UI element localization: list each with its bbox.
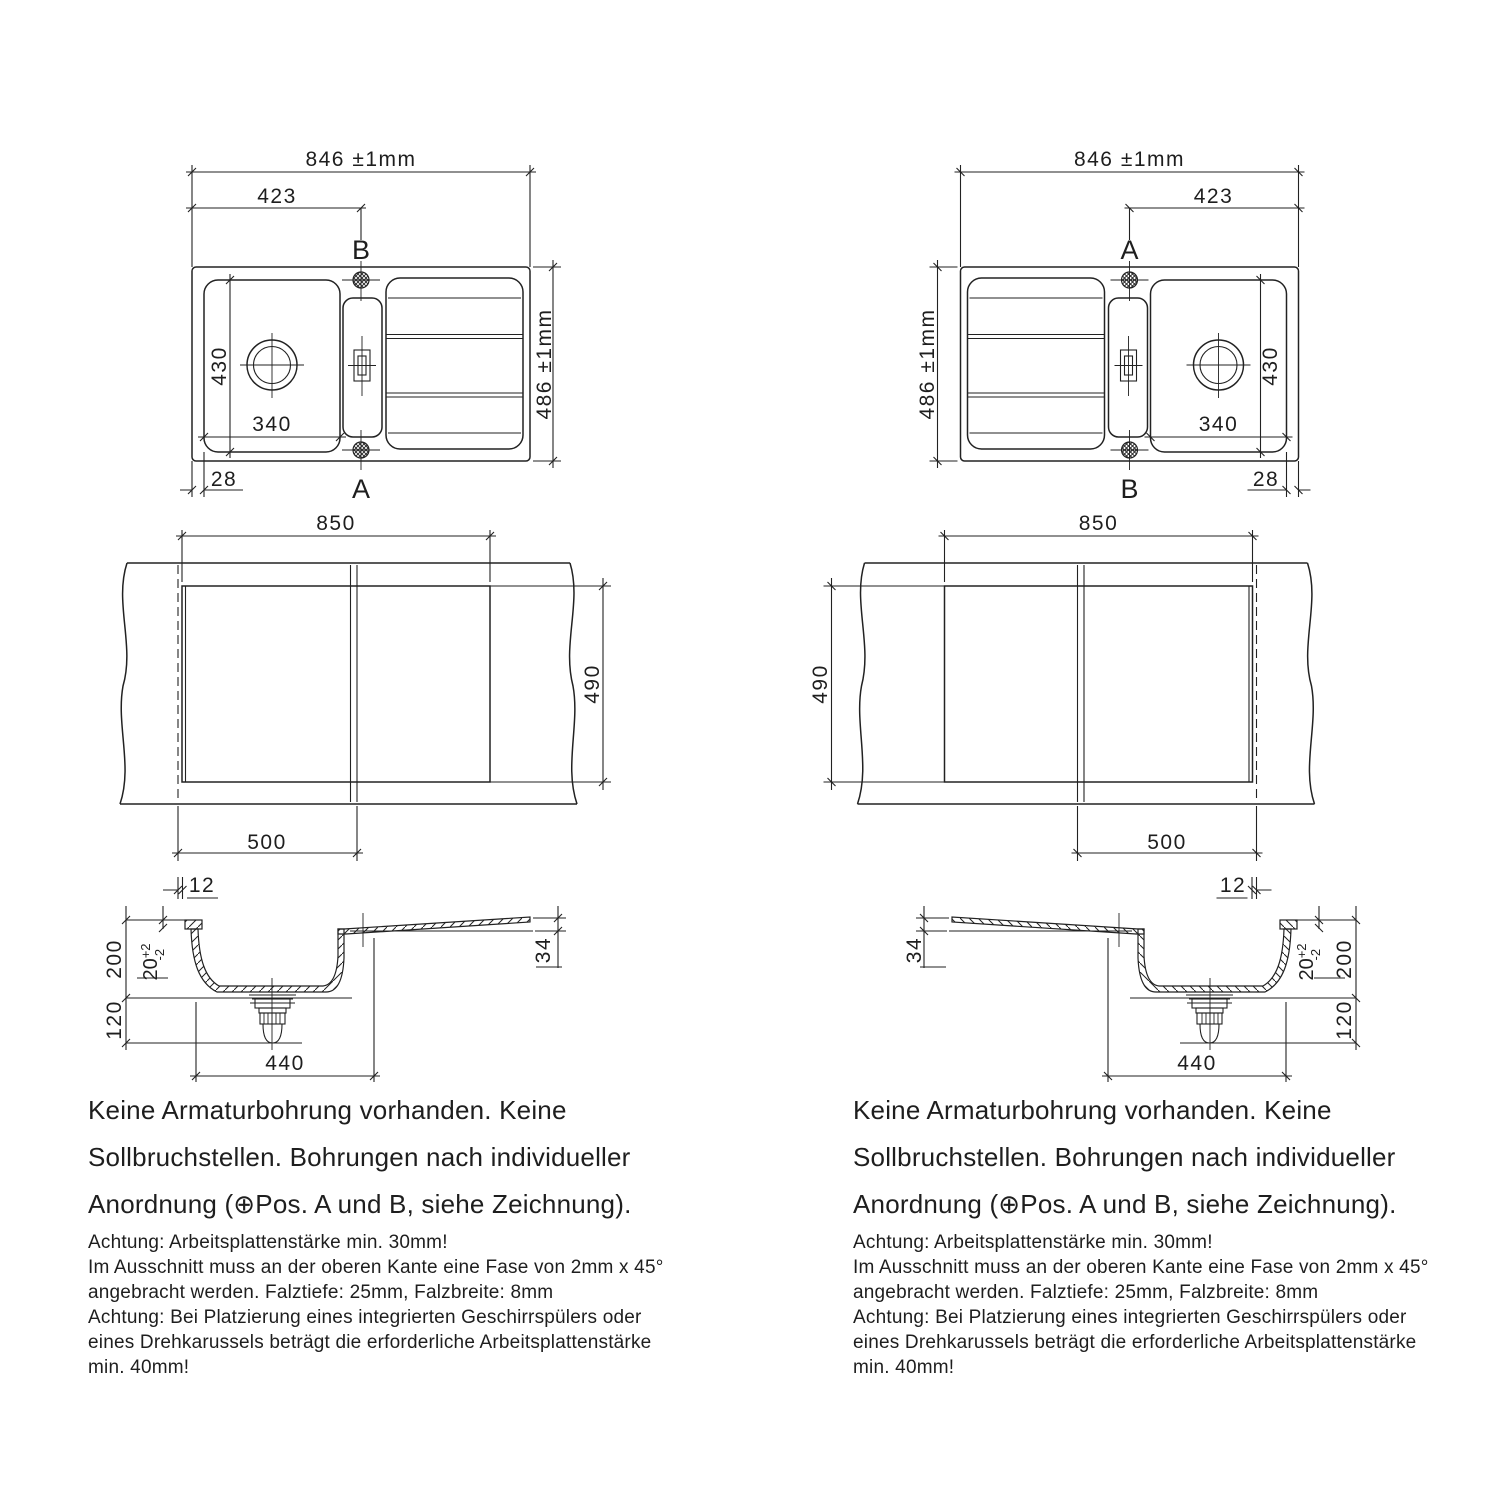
hole-label-top: A (1120, 235, 1139, 265)
note-headline-1: Keine Armaturbohrung vorhanden. Keine (853, 1095, 1332, 1125)
dim-overall-width: 846 ±1mm (1073, 148, 1186, 171)
dim-bowl-width: 340 (1198, 413, 1239, 436)
note-headline-2: Sollbruchstellen. Bohrungen nach individueller (853, 1142, 1396, 1172)
dim-overall-height: 486 ±1mm (533, 308, 556, 420)
dim-bowl-height: 430 (208, 346, 231, 386)
dim-cutout-width: 850 (316, 512, 356, 535)
note-fine-1: Achtung: Arbeitsplattenstärke min. 30mm! (853, 1232, 1213, 1253)
tol-base: 20 (1296, 958, 1318, 981)
tol-minus: -2 (152, 948, 167, 961)
top-view-right-labels (916, 148, 1282, 504)
dim-overall-height: 486 ±1mm (916, 308, 939, 420)
notes-right (853, 1095, 1429, 1378)
top-view-right (930, 165, 1311, 497)
note-headline-3: Anordnung (⊕Pos. A und B, siehe Zeichnung). (88, 1189, 632, 1219)
dim-depth: 200 (103, 939, 126, 979)
note-fine-6: min. 40mm! (853, 1357, 955, 1378)
note-fine-2: Im Ausschnitt muss an der oberen Kante eine Fase von 2mm x 45° (853, 1257, 1429, 1278)
hole-label-bottom: A (351, 474, 371, 504)
note-fine-4: Achtung: Bei Platzierung eines integrierten Geschirrspülers oder (88, 1307, 642, 1328)
cutout-view-right (824, 530, 1315, 899)
section-view-left-labels (103, 937, 555, 1075)
dim-reveal: 12 (1219, 874, 1247, 897)
dim-cutout-height: 490 (581, 664, 604, 704)
dim-board-edge: 34 (532, 936, 555, 964)
cutout-view-left (120, 530, 611, 899)
section-view-left (122, 906, 566, 1082)
dim-cutout-half: 500 (1147, 831, 1187, 854)
cutout-view-right-labels (809, 512, 1246, 897)
note-fine-3: angebracht werden. Falztiefe: 25mm, Falzbreite: 8mm (853, 1282, 1319, 1303)
note-fine-2: Im Ausschnitt muss an der oberen Kante eine Fase von 2mm x 45° (88, 1257, 664, 1278)
dim-bowl-width: 340 (252, 413, 292, 436)
tol-minus: -2 (1308, 948, 1323, 961)
note-headline-3: Anordnung (⊕Pos. A und B, siehe Zeichnung). (853, 1189, 1397, 1219)
note-headline-2: Sollbruchstellen. Bohrungen nach individueller (88, 1142, 631, 1172)
note-headline-1: Keine Armaturbohrung vorhanden. Keine (88, 1095, 567, 1125)
section-view-right (916, 906, 1360, 1082)
note-fine-3: angebracht werden. Falztiefe: 25mm, Falzbreite: 8mm (88, 1282, 554, 1303)
dim-edge-offset: 28 (210, 468, 238, 491)
dim-overall-width: 846 ±1mm (305, 148, 417, 171)
dim-under-depth: 120 (1333, 1000, 1356, 1040)
cutout-view-left-labels (189, 512, 604, 897)
dim-bowl-section-width: 440 (265, 1052, 305, 1075)
dim-rim-tolerance (138, 943, 167, 980)
note-fine-1: Achtung: Arbeitsplattenstärke min. 30mm! (88, 1232, 448, 1253)
dim-rim-tolerance (1294, 943, 1323, 980)
hole-label-top: B (351, 235, 371, 265)
dim-cutout-height: 490 (809, 664, 832, 704)
tol-base: 20 (140, 958, 162, 981)
notes-left (88, 1095, 664, 1378)
note-fine-6: min. 40mm! (88, 1357, 190, 1378)
tol-plus: +2 (1294, 943, 1309, 959)
dim-bowl-section-width: 440 (1177, 1052, 1217, 1075)
dim-half-width: 423 (257, 185, 297, 208)
dim-cutout-half: 500 (247, 831, 287, 854)
dim-reveal: 12 (188, 874, 216, 897)
dim-board-edge: 34 (903, 936, 926, 964)
note-fine-5: eines Drehkarussels beträgt die erforderliche Arbeitsplattenstärke (88, 1332, 652, 1353)
dim-bowl-height: 430 (1259, 346, 1282, 386)
tol-plus: +2 (138, 943, 153, 959)
dim-edge-offset: 28 (1252, 468, 1280, 491)
dim-half-width: 423 (1193, 185, 1234, 208)
top-view-left (180, 165, 561, 497)
note-fine-4: Achtung: Bei Platzierung eines integrierten Geschirrspülers oder (853, 1307, 1407, 1328)
dim-under-depth: 120 (103, 1000, 126, 1040)
dim-depth: 200 (1333, 939, 1356, 979)
dim-cutout-width: 850 (1078, 512, 1119, 535)
hole-label-bottom: B (1120, 474, 1139, 504)
note-fine-5: eines Drehkarussels beträgt die erforderliche Arbeitsplattenstärke (853, 1332, 1417, 1353)
